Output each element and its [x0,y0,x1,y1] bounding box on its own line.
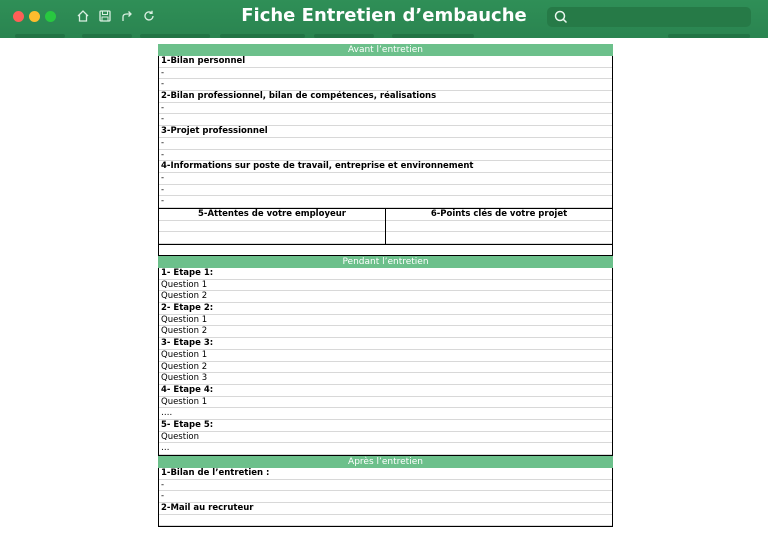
form-line[interactable]: - [159,173,612,185]
section-heading-row: 5- Etape 5: [159,420,612,432]
blank-line[interactable] [386,232,612,244]
key-points-column [385,209,612,244]
section-apres [158,468,613,527]
search-icon [553,9,569,25]
form-line[interactable]: Question 2 [159,291,612,303]
form-line[interactable]: - [159,150,612,162]
section-heading-row: 3-Projet professionnel [159,126,612,138]
form-line[interactable]: - [159,185,612,197]
blank-line[interactable] [386,221,612,233]
section-heading-row: 1- Etape 1: [159,268,612,280]
section-pendant [158,268,613,456]
form-line[interactable]: - [159,480,612,492]
tab-strip [314,34,374,38]
tab-strip [668,34,750,38]
form-line[interactable]: Question 1 [159,350,612,362]
section-heading-row: 4-Informations sur poste de travail, entreprise et environnement [159,161,612,173]
section-spacer [159,244,612,255]
window-title: Fiche Entretien d’embauche [241,5,527,26]
form-line[interactable]: Question 3 [159,373,612,385]
avant-rows [159,56,612,208]
interview-form [158,44,613,527]
blank-line[interactable] [159,221,385,233]
section-heading-row: 2-Mail au recruteur [159,503,612,515]
section-heading-row: 1-Bilan de l’entretien : [159,468,612,480]
section-heading-row: 4- Etape 4: [159,385,612,397]
tab-strip [140,34,210,38]
section-heading-row: 2-Bilan professionnel, bilan de compétences, réalisations [159,91,612,103]
apres-rows [159,468,612,526]
section-header-apres: Après l’entretien [158,456,613,468]
form-line[interactable]: - [159,491,612,503]
section-heading-row: 1-Bilan personnel [159,56,612,68]
form-line[interactable]: - [159,103,612,115]
form-line[interactable]: Question 2 [159,326,612,338]
form-line[interactable] [159,515,612,527]
section-heading-row: 2- Etape 2: [159,303,612,315]
form-line[interactable]: … [159,443,612,455]
section-header-pendant: Pendant l’entretien [158,256,613,268]
form-line[interactable]: …. [159,408,612,420]
form-line[interactable]: - [159,79,612,91]
section-header-avant: Avant l’entretien [158,44,613,56]
tab-strip [82,34,132,38]
form-line[interactable]: Question 1 [159,315,612,327]
section-heading-row: 3- Etape 3: [159,338,612,350]
title-bar [0,0,768,38]
form-line[interactable]: Question 2 [159,362,612,374]
form-line[interactable]: Question 1 [159,280,612,292]
form-line[interactable]: - [159,196,612,208]
form-line[interactable]: - [159,138,612,150]
two-column-block [159,208,612,244]
search-input[interactable] [547,7,751,27]
pendant-rows [159,268,612,455]
form-line[interactable]: - [159,114,612,126]
blank-line[interactable] [159,232,385,244]
tab-strip [392,34,474,38]
tab-strip [15,34,65,38]
tab-strip [220,34,305,38]
form-line[interactable]: Question [159,432,612,444]
expectations-column [159,209,385,244]
key-points-header: 6-Points clés de votre projet [386,209,612,221]
form-line[interactable]: - [159,68,612,80]
form-line[interactable]: Question 1 [159,397,612,409]
section-avant [158,56,613,256]
expectations-header: 5-Attentes de votre employeur [159,209,385,221]
